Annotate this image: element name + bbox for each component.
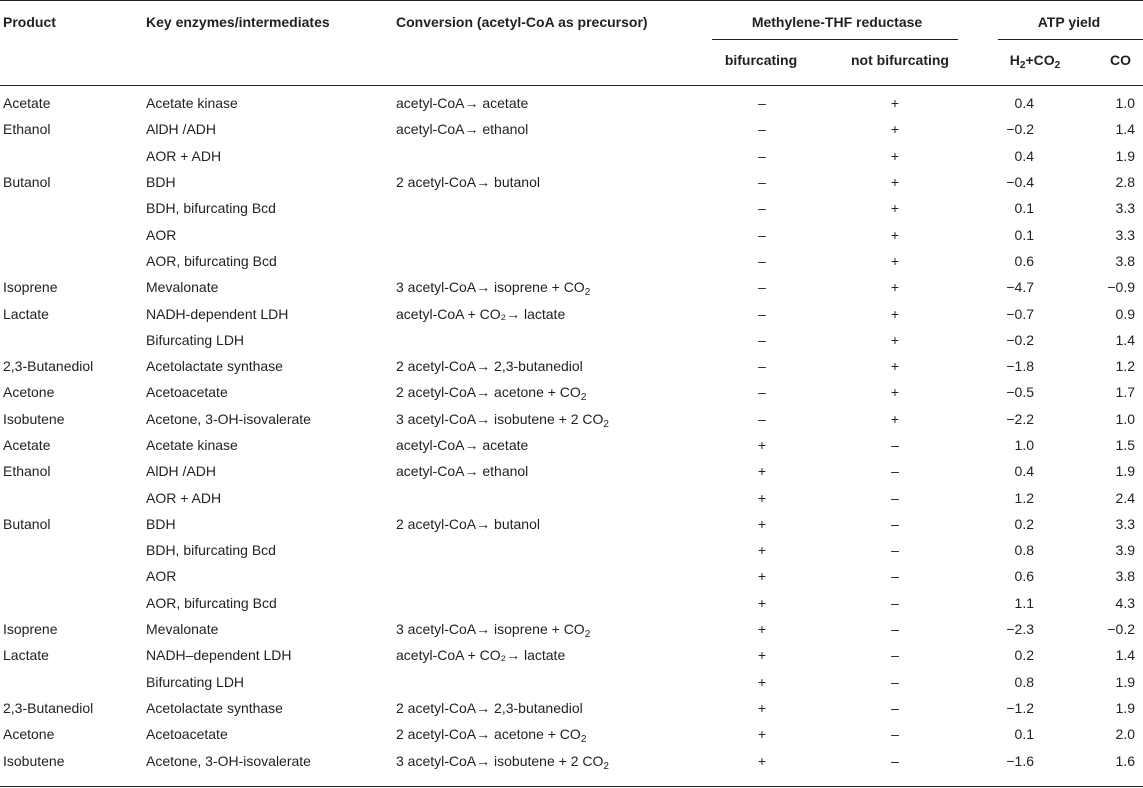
table-row	[0, 537, 1143, 563]
cell-h2co2: 0.1	[1014, 726, 1034, 743]
table-row	[0, 642, 1143, 668]
cell-h2co2: 1.2	[1014, 489, 1034, 506]
header-not-bifurcating: not bifurcating	[851, 52, 949, 68]
cell-product	[0, 537, 146, 563]
cell-product: Isoprene	[3, 279, 58, 296]
cell-product	[0, 590, 146, 616]
cell-co: 2.4	[1115, 489, 1135, 506]
top-rule	[0, 0, 1143, 1]
table-row	[0, 195, 1143, 221]
cell-co: 1.2	[1115, 358, 1135, 375]
table-row	[0, 616, 1143, 642]
cell-product	[0, 563, 146, 589]
table-row	[0, 721, 1143, 747]
cell-key: BDH	[146, 515, 176, 532]
cell-product: Isobutene	[3, 752, 65, 769]
cell-co: 1.6	[1115, 752, 1135, 769]
header-bottom-rule	[0, 85, 1143, 86]
cell-h2co2: −0.2	[1006, 331, 1034, 348]
cell-co: 1.4	[1115, 121, 1135, 138]
cell-key: Acetate kinase	[146, 95, 238, 112]
cell-bif: –	[758, 200, 766, 217]
cell-notbif: +	[890, 95, 900, 112]
cell-notbif: +	[890, 200, 900, 217]
table-row	[0, 221, 1143, 247]
cell-product	[0, 221, 146, 247]
cell-notbif: +	[890, 331, 900, 348]
cell-key: Mevalonate	[146, 621, 219, 638]
table-row	[0, 458, 1143, 484]
cell-notbif: +	[890, 226, 900, 243]
cell-conv: acetyl-CoA + CO₂→ lactate	[396, 647, 566, 664]
cell-product: Ethanol	[3, 121, 51, 138]
cell-co: 1.4	[1115, 331, 1135, 348]
cell-h2co2: −4.7	[1006, 279, 1034, 296]
cell-conv: 3 acetyl-CoA→ isobutene + 2 $CO_2$	[396, 410, 609, 430]
table-row	[0, 484, 1143, 510]
cell-notbif: –	[891, 489, 899, 506]
cell-key: Acetoacetate	[146, 384, 228, 401]
table-row	[0, 379, 1143, 405]
header-co: CO	[1110, 52, 1131, 68]
cell-product: Lactate	[3, 305, 49, 322]
cell-bif: +	[757, 647, 767, 664]
cell-key: AlDH /ADH	[146, 121, 217, 138]
cell-key: AOR, bifurcating Bcd	[146, 594, 277, 611]
cell-co: −0.9	[1107, 279, 1135, 296]
cell-conv: 2 acetyl-CoA→ 2,3-butanediol	[396, 699, 583, 716]
cell-bif: +	[757, 726, 767, 743]
cell-conv: 2 acetyl-CoA→ butanol	[396, 515, 540, 532]
cell-bif: –	[758, 279, 766, 296]
table-row	[0, 274, 1143, 300]
cell-bif: –	[758, 384, 766, 401]
cell-bif: –	[758, 358, 766, 375]
cell-key: AlDH /ADH	[146, 463, 217, 480]
cell-h2co2: 0.8	[1014, 542, 1034, 559]
cell-h2co2: 0.6	[1014, 568, 1034, 585]
cell-notbif: –	[891, 647, 899, 664]
cell-bif: –	[758, 331, 766, 348]
cell-key: AOR	[146, 568, 177, 585]
cell-conv: 3 acetyl-CoA→ isobutene + 2 $CO_2$	[396, 752, 609, 772]
cell-conv	[396, 590, 712, 616]
cell-h2co2: 0.4	[1014, 147, 1034, 164]
cell-co: 1.9	[1115, 463, 1135, 480]
cell-conv	[396, 563, 712, 589]
table-row	[0, 169, 1143, 195]
header-h2co2: $H_2+CO_2$	[1009, 52, 1061, 71]
table-row	[0, 90, 1143, 116]
cell-product	[0, 248, 146, 274]
header-atp-yield: ATP yield	[1037, 14, 1101, 30]
cell-h2co2: −1.6	[1006, 752, 1034, 769]
cell-bif: +	[757, 699, 767, 716]
cell-bif: +	[757, 752, 767, 769]
cell-product	[0, 195, 146, 221]
cell-h2co2: −0.2	[1006, 121, 1034, 138]
cell-notbif: –	[891, 726, 899, 743]
cell-notbif: –	[891, 515, 899, 532]
atp-span-rule	[998, 39, 1143, 40]
cell-key: Mevalonate	[146, 279, 219, 296]
cell-h2co2: −2.2	[1006, 410, 1034, 427]
cell-key: NADH-dependent LDH	[146, 305, 289, 322]
cell-bif: +	[757, 542, 767, 559]
cell-key: AOR + ADH	[146, 489, 222, 506]
header-bifurcating: bifurcating	[724, 52, 798, 68]
cell-notbif: +	[890, 305, 900, 322]
cell-notbif: +	[890, 121, 900, 138]
cell-co: 1.4	[1115, 647, 1135, 664]
cell-product	[0, 669, 146, 695]
cell-notbif: +	[890, 174, 900, 191]
cell-co: −0.2	[1107, 621, 1135, 638]
header-conversion: Conversion (acetyl-CoA as precursor)	[396, 14, 648, 30]
cell-bif: +	[757, 437, 767, 453]
table-row	[0, 511, 1143, 537]
cell-notbif: +	[890, 279, 900, 296]
cell-co: 0.9	[1115, 305, 1135, 322]
cell-notbif: –	[891, 437, 899, 453]
cell-bif: +	[757, 515, 767, 532]
cell-key: Acetolactate synthase	[146, 699, 283, 716]
cell-notbif: –	[891, 568, 899, 585]
cell-notbif: +	[890, 358, 900, 375]
cell-key: Acetone, 3-OH-isovalerate	[146, 752, 311, 769]
cell-key: NADH–dependent LDH	[146, 647, 292, 664]
cell-product	[0, 327, 146, 353]
cell-product: 2,3-Butanediol	[3, 358, 94, 375]
cell-co: 2.8	[1115, 174, 1135, 191]
table-row	[0, 406, 1143, 432]
cell-h2co2: −0.5	[1006, 384, 1034, 401]
cell-h2co2: −0.4	[1006, 174, 1034, 191]
cell-co: 1.9	[1115, 673, 1135, 690]
cell-co: 4.3	[1115, 594, 1135, 611]
table-row	[0, 248, 1143, 274]
table-row	[0, 353, 1143, 379]
cell-conv	[396, 327, 712, 353]
cell-product: Isoprene	[3, 621, 58, 638]
cell-bif: –	[758, 226, 766, 243]
cell-notbif: +	[890, 410, 900, 427]
cell-bif: –	[758, 174, 766, 191]
cell-conv	[396, 195, 712, 221]
cell-conv	[396, 248, 712, 274]
cell-h2co2: −1.2	[1006, 699, 1034, 716]
cell-conv: 3 acetyl-CoA→ isoprene + $CO_2$	[396, 621, 591, 641]
cell-h2co2: −0.7	[1006, 305, 1034, 322]
cell-conv: 2 acetyl-CoA→ butanol	[396, 174, 540, 191]
table-row	[0, 563, 1143, 589]
cell-product	[0, 484, 146, 510]
cell-conv: acetyl-CoA→ ethanol	[396, 463, 529, 480]
cell-co: 1.9	[1115, 147, 1135, 164]
cell-key: Acetone, 3-OH-isovalerate	[146, 410, 311, 427]
table-row	[0, 590, 1143, 616]
cell-notbif: –	[891, 752, 899, 769]
cell-notbif: +	[890, 252, 900, 269]
cell-h2co2: 0.1	[1014, 200, 1034, 217]
cell-notbif: –	[891, 621, 899, 638]
cell-key: AOR	[146, 226, 177, 243]
cell-key: BDH, bifurcating Bcd	[146, 200, 276, 217]
table-row	[0, 432, 1143, 458]
cell-notbif: –	[891, 673, 899, 690]
cell-key: BDH, bifurcating Bcd	[146, 542, 276, 559]
cell-conv: acetyl-CoA→ acetate	[396, 95, 529, 112]
cell-conv: 2 acetyl-CoA→ acetone + $CO_2$	[396, 726, 587, 746]
cell-conv: 2 acetyl-CoA→ 2,3-butanediol	[396, 358, 583, 375]
cell-bif: +	[757, 568, 767, 585]
cell-conv	[396, 221, 712, 247]
cell-key: Acetoacetate	[146, 726, 228, 743]
cell-product: Ethanol	[3, 463, 51, 480]
cell-notbif: –	[891, 699, 899, 716]
cell-key: Acetolactate synthase	[146, 358, 283, 375]
table-row	[0, 327, 1143, 353]
header-product: Product	[3, 14, 56, 30]
cell-product	[0, 143, 146, 169]
table-row	[0, 116, 1143, 142]
cell-bif: –	[758, 305, 766, 322]
cell-key: Bifurcating LDH	[146, 331, 245, 348]
table-row	[0, 747, 1143, 773]
table-row	[0, 143, 1143, 169]
cell-conv	[396, 669, 712, 695]
cell-h2co2: 0.2	[1014, 647, 1034, 664]
cell-bif: –	[758, 95, 766, 112]
cell-key: BDH	[146, 174, 176, 191]
cell-co: 3.3	[1115, 226, 1135, 243]
table-row	[0, 669, 1143, 695]
cell-conv: 3 acetyl-CoA→ isoprene + $CO_2$	[396, 279, 591, 299]
cell-key: AOR + ADH	[146, 147, 222, 164]
cell-conv	[396, 537, 712, 563]
cell-conv: 2 acetyl-CoA→ acetone + $CO_2$	[396, 384, 587, 404]
cell-product: Acetate	[3, 437, 51, 453]
cell-co: 2.0	[1115, 726, 1135, 743]
cell-h2co2: 0.6	[1014, 252, 1034, 269]
cell-bif: +	[757, 463, 767, 480]
cell-notbif: –	[891, 463, 899, 480]
cell-key: Acetate kinase	[146, 437, 238, 453]
cell-co: 3.8	[1115, 252, 1135, 269]
cell-h2co2: 1.0	[1014, 437, 1034, 453]
cell-product: Lactate	[3, 647, 49, 664]
cell-product: Acetone	[3, 384, 55, 401]
cell-co: 3.3	[1115, 200, 1135, 217]
cell-conv	[396, 143, 712, 169]
cell-product: 2,3-Butanediol	[3, 699, 94, 716]
cell-h2co2: 0.1	[1014, 226, 1034, 243]
header-mthfr: Methylene-THF reductase	[751, 14, 923, 30]
cell-product: Butanol	[3, 174, 51, 191]
cell-bif: +	[757, 621, 767, 638]
data-table	[0, 90, 1143, 774]
cell-h2co2: 0.8	[1014, 673, 1034, 690]
cell-co: 1.5	[1115, 437, 1135, 453]
cell-bif: +	[757, 673, 767, 690]
cell-product: Acetate	[3, 95, 51, 112]
cell-conv: acetyl-CoA→ ethanol	[396, 121, 529, 138]
cell-conv	[396, 484, 712, 510]
cell-co: 3.9	[1115, 542, 1135, 559]
cell-h2co2: 1.1	[1014, 594, 1034, 611]
cell-key: Bifurcating LDH	[146, 673, 245, 690]
cell-bif: +	[757, 594, 767, 611]
cell-notbif: –	[891, 594, 899, 611]
cell-co: 3.3	[1115, 515, 1135, 532]
cell-conv: acetyl-CoA→ acetate	[396, 437, 529, 453]
cell-h2co2: 0.4	[1014, 95, 1034, 112]
mthfr-span-rule	[712, 39, 958, 40]
cell-co: 1.9	[1115, 699, 1135, 716]
cell-product: Acetone	[3, 726, 55, 743]
cell-bif: –	[758, 121, 766, 138]
cell-co: 1.7	[1115, 384, 1135, 401]
cell-bif: –	[758, 147, 766, 164]
cell-key: AOR, bifurcating Bcd	[146, 252, 277, 269]
table-row	[0, 695, 1143, 721]
cell-bif: –	[758, 410, 766, 427]
cell-notbif: +	[890, 384, 900, 401]
cell-bif: –	[758, 252, 766, 269]
cell-product: Isobutene	[3, 410, 65, 427]
cell-h2co2: −2.3	[1006, 621, 1034, 638]
cell-co: 3.8	[1115, 568, 1135, 585]
cell-product: Butanol	[3, 515, 51, 532]
cell-bif: +	[757, 489, 767, 506]
cell-co: 1.0	[1115, 410, 1135, 427]
cell-notbif: +	[890, 147, 900, 164]
header-key-enzymes: Key enzymes/intermediates	[146, 14, 330, 30]
bottom-rule	[0, 786, 1143, 787]
cell-notbif: –	[891, 542, 899, 559]
cell-co: 1.0	[1115, 95, 1135, 112]
cell-conv: acetyl-CoA + CO₂→ lactate	[396, 305, 566, 322]
table-row	[0, 300, 1143, 326]
cell-h2co2: 0.4	[1014, 463, 1034, 480]
cell-h2co2: 0.2	[1014, 515, 1034, 532]
cell-h2co2: −1.8	[1006, 358, 1034, 375]
